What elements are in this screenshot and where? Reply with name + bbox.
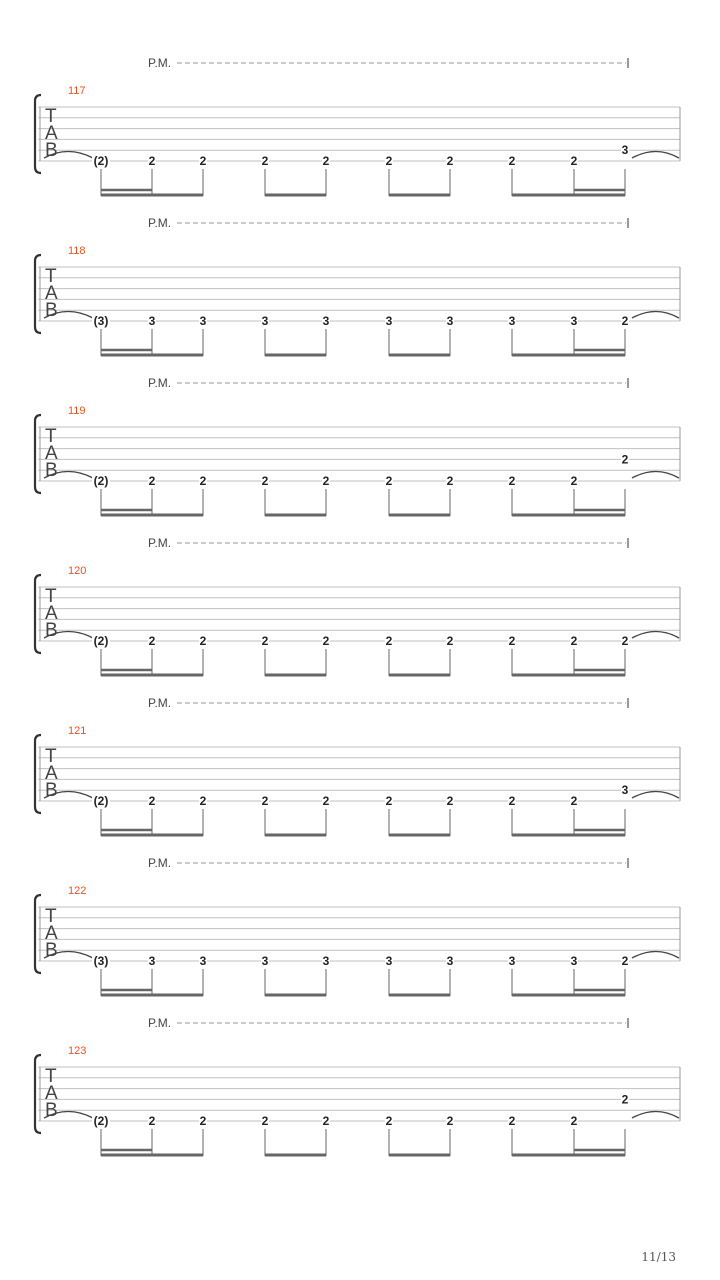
last-fret-note: 2: [621, 634, 629, 648]
fret-note: 2: [508, 634, 516, 648]
tab-clef-letter: A: [45, 443, 58, 464]
fret-note: 2: [508, 474, 516, 488]
tab-clef-letter: T: [45, 746, 57, 767]
fret-note: 3: [446, 314, 454, 328]
fret-note: 2: [322, 474, 330, 488]
fret-note: 2: [446, 794, 454, 808]
fret-note: 3: [508, 954, 516, 968]
fret-note: 2: [199, 634, 207, 648]
tab-clef-letter: T: [45, 906, 57, 927]
tied-note: (2): [93, 154, 109, 168]
fret-note: 2: [446, 474, 454, 488]
fret-note: 2: [446, 154, 454, 168]
fret-note: 3: [322, 954, 330, 968]
fret-note: 2: [508, 154, 516, 168]
fret-note: 3: [199, 954, 207, 968]
tab-clef-letter: B: [45, 620, 58, 641]
outgoing-tie-arc: [632, 1112, 679, 1119]
fret-note: 3: [385, 954, 393, 968]
fret-note: 2: [261, 154, 269, 168]
fret-note: 2: [322, 634, 330, 648]
fret-note: 2: [570, 634, 578, 648]
fret-note: 2: [570, 1114, 578, 1128]
fret-note: 2: [261, 474, 269, 488]
outgoing-tie-arc: [632, 152, 679, 159]
tied-note: (2): [93, 634, 109, 648]
fret-note: 2: [322, 1114, 330, 1128]
fret-note: 2: [199, 1114, 207, 1128]
fret-note: 3: [199, 314, 207, 328]
tab-clef-letter: T: [45, 426, 57, 447]
tab-clef-letter: B: [45, 1100, 58, 1121]
fret-note: 3: [570, 314, 578, 328]
outgoing-tie-arc: [632, 792, 679, 799]
palm-mute-label: P.M.: [148, 1016, 172, 1030]
tied-note: (2): [93, 794, 109, 808]
palm-mute-label: P.M.: [148, 856, 172, 870]
fret-note: 2: [385, 634, 393, 648]
fret-note: 2: [322, 794, 330, 808]
last-fret-note: 2: [621, 314, 629, 328]
palm-mute-label: P.M.: [148, 376, 172, 390]
fret-note: 3: [322, 314, 330, 328]
last-fret-note: 3: [621, 783, 629, 798]
measure-number: 122: [68, 885, 87, 897]
tab-clef-letter: B: [45, 300, 58, 321]
fret-note: 3: [446, 954, 454, 968]
last-fret-note: 2: [621, 1092, 629, 1107]
measure-number: 121: [68, 725, 87, 737]
tab-clef-letter: A: [45, 283, 58, 304]
fret-note: 2: [385, 1114, 393, 1128]
fret-note: 2: [199, 154, 207, 168]
fret-note: 2: [261, 1114, 269, 1128]
outgoing-tie-arc: [632, 952, 679, 959]
tied-note: (2): [93, 1114, 109, 1128]
fret-note: 2: [199, 794, 207, 808]
measure-number: 123: [68, 1045, 87, 1057]
tab-clef-letter: T: [45, 106, 57, 127]
tab-clef-letter: B: [45, 780, 58, 801]
fret-note: 2: [322, 154, 330, 168]
fret-note: 2: [570, 794, 578, 808]
fret-note: 2: [385, 794, 393, 808]
outgoing-tie-arc: [632, 472, 679, 479]
fret-note: 2: [446, 634, 454, 648]
tab-clef-letter: T: [45, 266, 57, 287]
measure-number: 117: [68, 85, 86, 97]
last-fret-note: 2: [621, 452, 629, 467]
tab-clef-letter: A: [45, 923, 58, 944]
fret-note: 3: [261, 314, 269, 328]
measure-number: 120: [68, 565, 87, 577]
tab-clef-letter: B: [45, 140, 58, 161]
last-fret-note: 3: [621, 143, 629, 158]
palm-mute-label: P.M.: [148, 696, 172, 710]
fret-note: 3: [148, 954, 156, 968]
fret-note: 3: [570, 954, 578, 968]
fret-note: 2: [446, 1114, 454, 1128]
fret-note: 3: [148, 314, 156, 328]
tied-note: (3): [93, 314, 109, 328]
fret-note: 2: [570, 154, 578, 168]
tab-clef-letter: A: [45, 1083, 58, 1104]
fret-note: 3: [508, 314, 516, 328]
fret-note: 2: [385, 154, 393, 168]
fret-note: 2: [508, 794, 516, 808]
palm-mute-label: P.M.: [148, 216, 172, 230]
page-number: 11/13: [641, 1250, 676, 1264]
fret-note: 2: [148, 794, 156, 808]
fret-note: 3: [261, 954, 269, 968]
tab-clef-letter: T: [45, 1066, 57, 1087]
tied-note: (3): [93, 954, 109, 968]
tab-clef-letter: A: [45, 123, 58, 144]
fret-note: 2: [148, 474, 156, 488]
fret-note: 2: [385, 474, 393, 488]
palm-mute-label: P.M.: [148, 56, 172, 70]
fret-note: 2: [148, 634, 156, 648]
tab-clef-letter: A: [45, 603, 58, 624]
measure-number: 119: [68, 405, 86, 417]
fret-note: 2: [148, 154, 156, 168]
tab-clef-letter: A: [45, 763, 58, 784]
fret-note: 3: [385, 314, 393, 328]
fret-note: 2: [199, 474, 207, 488]
outgoing-tie-arc: [632, 632, 679, 639]
tab-clef-letter: B: [45, 460, 58, 481]
outgoing-tie-arc: [632, 312, 679, 319]
measure-number: 118: [68, 245, 86, 257]
tab-clef-letter: B: [45, 940, 58, 961]
tab-clef-letter: T: [45, 586, 57, 607]
fret-note: 2: [508, 1114, 516, 1128]
fret-note: 2: [148, 1114, 156, 1128]
last-fret-note: 2: [621, 954, 629, 968]
fret-note: 2: [261, 634, 269, 648]
palm-mute-label: P.M.: [148, 536, 172, 550]
fret-note: 2: [261, 794, 269, 808]
tied-note: (2): [93, 474, 109, 488]
fret-note: 2: [570, 474, 578, 488]
